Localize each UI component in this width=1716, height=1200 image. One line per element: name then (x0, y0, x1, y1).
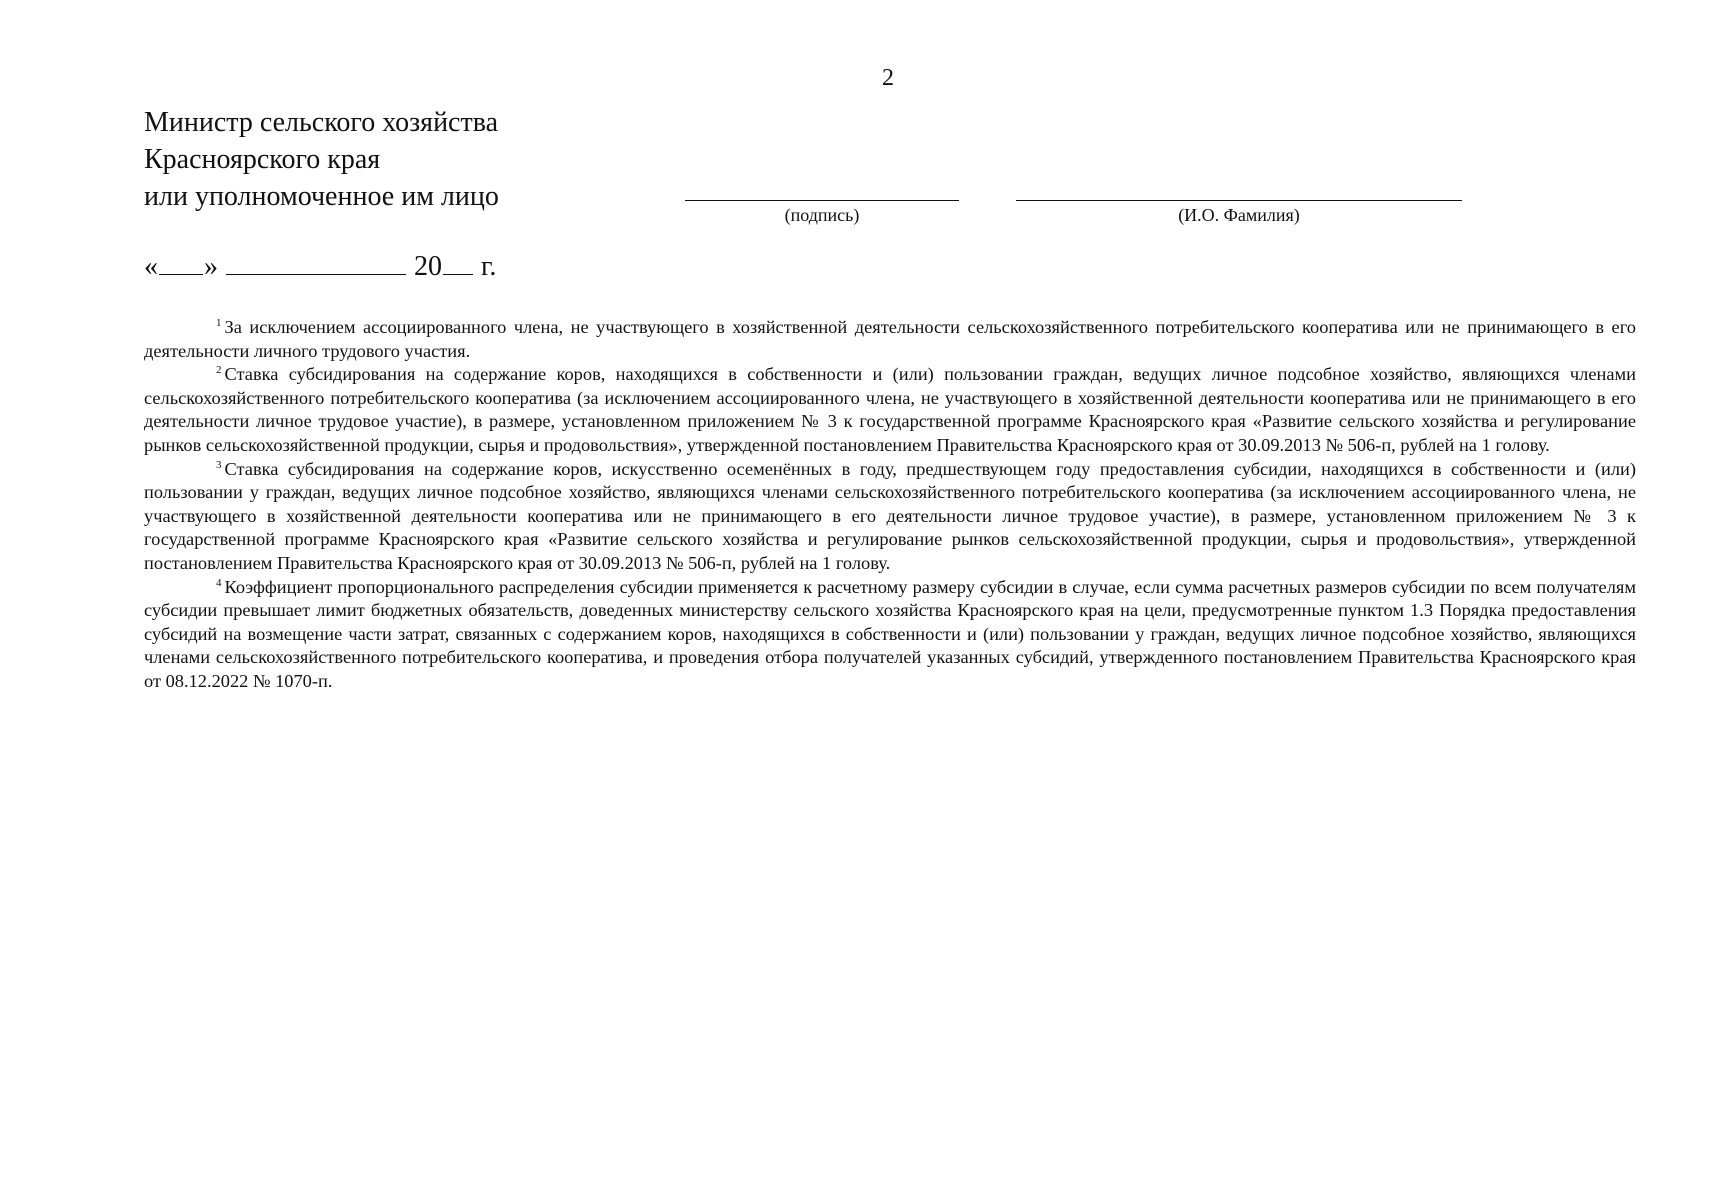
day-blank (159, 274, 203, 275)
footnote (144, 363, 1636, 457)
footnote (144, 458, 1636, 576)
date-line (144, 250, 496, 284)
name-caption: (И.О. Фамилия) (1178, 205, 1300, 225)
footnote-text: Ставка субсидирования на содержание коров, находящихся в собственности и (или) пользовании граждан, ведущих личное подсобное хозяйство, являющихся членами сельскохозяйственного потребительского кооператива (за исключением ассоциированного члена, не участвующего в хозяйственной деятельности кооператива или не принимающего в его деятельности личное трудовое участие), в размере, установленном приложением № 3 к государственной программе Красноярского края «Развитие сельского хозяйства и регулирование рынков сельскохозяйственной продукции, сырья и продовольствия», утвержденной постановлением Правительства Красноярского края от 30.09.2013 № 506-п, рублей на 1 голову. (144, 364, 1636, 455)
signatory-title (144, 104, 499, 215)
month-blank (226, 274, 406, 275)
name-field (1016, 200, 1462, 225)
year-suffix: г. (481, 251, 497, 282)
signatory-title-line: Красноярского края (144, 144, 381, 175)
footnotes (144, 316, 1636, 694)
footnote-number: 1 (216, 317, 222, 329)
year-blank (443, 274, 473, 275)
footnote-text: Ставка субсидирования на содержание коров, искусственно осеменённых в году, предшествующем году предоставления субсидии, находящихся в собственности и (или) пользовании у граждан, ведущих личное подсобное хозяйство, являющихся членами сельскохозяйственного потребительского кооператива (за исключением ассоциированного члена, не участвующего в хозяйственной деятельности кооператива или не принимающего в его деятельности личное трудовое участие), в размере, установленном приложением № 3 к государственной программе Красноярского края «Развитие сельского хозяйства и регулирование рынков сельскохозяйственной продукции, сырья и продовольствия», утвержденной постановлением Правительства Красноярского края от 30.09.2013 № 506-п, рублей на 1 голову. (144, 458, 1636, 573)
footnote (144, 316, 1636, 363)
date-open-quote: « (144, 251, 158, 282)
page-number: 2 (882, 65, 894, 91)
year-prefix: 20 (414, 251, 442, 282)
footnote-number: 4 (216, 576, 222, 589)
footnote-text: Коэффициент пропорционального распределения субсидии применяется к расчетному размеру субсидии в случае, если сумма расчетных размеров субсидии по всем получателям субсидии превышает лимит бюджетных обязательств, доведенных министерству сельского хозяйства Красноярского края на цели, предусмотренные пунктом 1.3 Порядка предоставления субсидий на возмещение части затрат, связанных с содержанием коров, находящихся в собственности и (или) пользовании у граждан, ведущих личное подсобное хозяйство, являющихся членами сельскохозяйственного потребительского кооператива, и проведения отбора получателей указанных субсидий, утвержденного постановлением Правительства Красноярского края от 08.12.2022 № 1070-п. (144, 576, 1636, 691)
signature-caption: (подпись) (784, 205, 860, 225)
signature-field (685, 200, 959, 225)
footnote-number: 3 (216, 458, 222, 471)
footnote (144, 576, 1636, 694)
footnote-text: За исключением ассоциированного члена, не участвующего в хозяйственной деятельности сельскохозяйственного потребительского кооператива или не принимающего в его деятельности личного трудового участия. (144, 317, 1636, 361)
footnote-number: 2 (216, 364, 222, 377)
signatory-title-line: Министр сельского хозяйства (144, 107, 498, 138)
date-close-quote: » (204, 251, 218, 282)
signatory-title-line: или уполномоченное им лицо (144, 181, 499, 212)
